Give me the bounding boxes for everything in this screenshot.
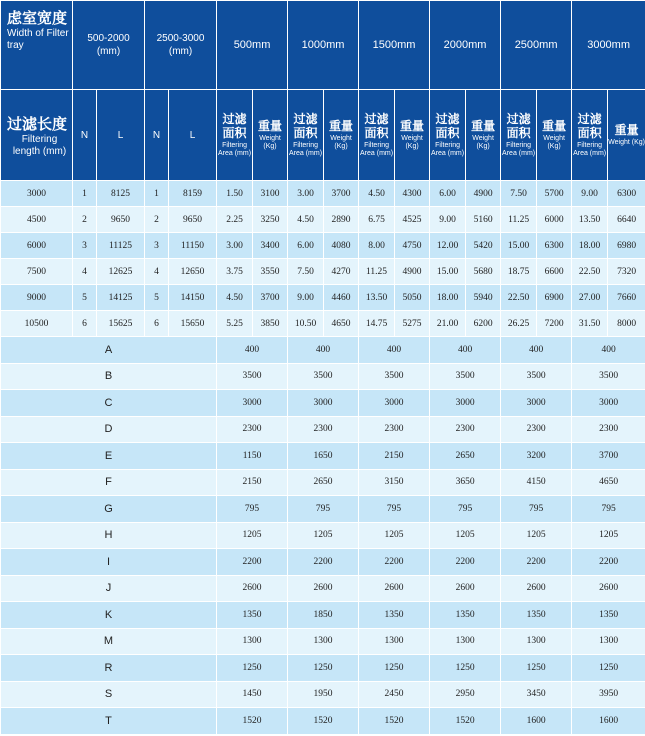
area-zh: 过滤面积 — [506, 112, 531, 140]
dimension-value: 2600 — [217, 575, 288, 602]
dimension-value: 1600 — [501, 708, 572, 735]
l-cell: 15650 — [169, 311, 217, 337]
dimension-value: 2650 — [288, 469, 359, 496]
weight-header — [324, 90, 359, 181]
weight-cell: 3400 — [253, 233, 288, 259]
dimension-value: 3000 — [359, 390, 430, 417]
dimension-value: 2200 — [572, 549, 645, 576]
dimension-value: 3500 — [288, 363, 359, 390]
dimension-value: 3500 — [359, 363, 430, 390]
dimension-value: 1205 — [359, 522, 430, 549]
weight-cell: 5275 — [395, 311, 430, 337]
area-cell: 7.50 — [288, 259, 324, 285]
dimension-value: 2600 — [572, 575, 645, 602]
weight-cell: 6300 — [608, 181, 645, 207]
weight-cell: 3250 — [253, 207, 288, 233]
area-cell: 13.50 — [359, 285, 395, 311]
area-cell: 18.75 — [501, 259, 537, 285]
area-cell: 3.75 — [217, 259, 253, 285]
dimension-letter: R — [1, 655, 217, 682]
dimension-value: 400 — [572, 337, 645, 364]
dimension-value: 3500 — [430, 363, 501, 390]
weight-cell: 3700 — [253, 285, 288, 311]
dimension-letter: M — [1, 628, 217, 655]
area-cell: 7.50 — [501, 181, 537, 207]
table-row — [1, 285, 645, 311]
dimension-value: 400 — [288, 337, 359, 364]
tray-width-en: Width of Filter tray — [7, 28, 69, 51]
weight-en: Weight (Kg) — [543, 135, 565, 150]
n-cell: 6 — [145, 311, 169, 337]
dimension-value: 795 — [501, 496, 572, 523]
weight-cell: 6980 — [608, 233, 645, 259]
dimension-value: 2650 — [430, 443, 501, 470]
dimension-value: 1520 — [359, 708, 430, 735]
dimension-letter: D — [1, 416, 217, 443]
dimension-value: 1250 — [430, 655, 501, 682]
area-cell: 5.25 — [217, 311, 253, 337]
n-cell: 3 — [145, 233, 169, 259]
length-cell: 9000 — [1, 285, 73, 311]
n-cell: 1 — [73, 181, 97, 207]
weight-zh: 重量 — [400, 119, 425, 133]
length-cell: 6000 — [1, 233, 73, 259]
dimension-value: 2600 — [501, 575, 572, 602]
weight-zh: 重量 — [471, 119, 496, 133]
weight-cell: 4270 — [324, 259, 359, 285]
dimension-value: 1300 — [430, 628, 501, 655]
dimension-value: 2150 — [217, 469, 288, 496]
dimension-value: 2600 — [430, 575, 501, 602]
area-cell: 3.00 — [288, 181, 324, 207]
weight-cell: 4080 — [324, 233, 359, 259]
weight-cell: 6200 — [466, 311, 501, 337]
dimension-value: 1205 — [288, 522, 359, 549]
area-en: Filtering Area (mm) — [502, 142, 536, 157]
weight-cell: 4750 — [395, 233, 430, 259]
dimension-value: 2200 — [288, 549, 359, 576]
dimension-value: 2300 — [288, 416, 359, 443]
area-cell: 15.00 — [501, 233, 537, 259]
dimension-value: 2300 — [359, 416, 430, 443]
header-row-2 — [1, 90, 645, 181]
dimension-value: 1300 — [572, 628, 645, 655]
l-cell: 9650 — [169, 207, 217, 233]
weight-cell: 5420 — [466, 233, 501, 259]
dimension-value: 3200 — [501, 443, 572, 470]
area-cell: 27.00 — [572, 285, 608, 311]
dimension-value: 3000 — [288, 390, 359, 417]
dimension-value: 3950 — [572, 681, 645, 708]
area-cell: 13.50 — [572, 207, 608, 233]
weight-cell: 3100 — [253, 181, 288, 207]
area-cell: 4.50 — [217, 285, 253, 311]
weight-cell: 4650 — [324, 311, 359, 337]
dimension-value: 1350 — [217, 602, 288, 629]
size-header: 1500mm — [359, 1, 430, 90]
dimension-letter: C — [1, 390, 217, 417]
weight-cell: 6300 — [537, 233, 572, 259]
weight-cell: 4300 — [395, 181, 430, 207]
dimension-value: 1205 — [572, 522, 645, 549]
table-row — [1, 233, 645, 259]
dimension-value: 795 — [217, 496, 288, 523]
dimension-value: 2300 — [501, 416, 572, 443]
l-cell: 12625 — [97, 259, 145, 285]
dimension-value: 3150 — [359, 469, 430, 496]
weight-cell: 6000 — [537, 207, 572, 233]
weight-cell: 7200 — [537, 311, 572, 337]
n-cell: 4 — [145, 259, 169, 285]
dimensions-body — [1, 337, 645, 735]
dimension-letter: A — [1, 337, 217, 364]
dimension-value: 2200 — [359, 549, 430, 576]
weight-header — [466, 90, 501, 181]
weight-cell: 4900 — [395, 259, 430, 285]
length-header — [1, 90, 73, 181]
dimension-value: 2300 — [572, 416, 645, 443]
area-zh: 过滤面积 — [222, 112, 247, 140]
dimension-row — [1, 337, 645, 364]
area-cell: 12.00 — [430, 233, 466, 259]
dimension-row — [1, 549, 645, 576]
dimension-letter: T — [1, 708, 217, 735]
area-cell: 21.00 — [430, 311, 466, 337]
dimension-value: 2200 — [217, 549, 288, 576]
n-cell: 6 — [73, 311, 97, 337]
n-header: N — [145, 90, 169, 181]
group-500-2000-header — [73, 1, 145, 90]
dimension-letter: J — [1, 575, 217, 602]
dimension-value: 3500 — [217, 363, 288, 390]
dimension-value: 1300 — [288, 628, 359, 655]
area-zh: 过滤面积 — [293, 112, 318, 140]
dimension-value: 3650 — [430, 469, 501, 496]
filtering-area-header — [572, 90, 608, 181]
dimension-value: 2200 — [501, 549, 572, 576]
dimension-value: 400 — [359, 337, 430, 364]
weight-cell: 5680 — [466, 259, 501, 285]
size-header: 500mm — [217, 1, 288, 90]
weight-header — [253, 90, 288, 181]
n-cell: 5 — [145, 285, 169, 311]
dimension-value: 1300 — [359, 628, 430, 655]
weight-header — [395, 90, 430, 181]
area-cell: 9.00 — [572, 181, 608, 207]
tray-width-zh: 虑室宽度 — [7, 9, 68, 27]
area-zh: 过滤面积 — [364, 112, 389, 140]
weight-en: Weight (Kg) — [330, 135, 352, 150]
weight-en: Weight (Kg) — [472, 135, 494, 150]
weight-cell: 4900 — [466, 181, 501, 207]
header-row-1 — [1, 1, 645, 90]
dimension-value: 1350 — [501, 602, 572, 629]
length-cell: 7500 — [1, 259, 73, 285]
dimension-row — [1, 443, 645, 470]
dimension-value: 1850 — [288, 602, 359, 629]
dimension-value: 400 — [430, 337, 501, 364]
weight-en: Weight (Kg) — [401, 135, 423, 150]
l-header: L — [97, 90, 145, 181]
dimension-letter: G — [1, 496, 217, 523]
dimension-value: 3000 — [501, 390, 572, 417]
dimension-value: 2450 — [359, 681, 430, 708]
dimension-value: 1150 — [217, 443, 288, 470]
filtering-area-header — [501, 90, 537, 181]
l-cell: 14150 — [169, 285, 217, 311]
area-cell: 31.50 — [572, 311, 608, 337]
weight-header — [537, 90, 572, 181]
dimension-value: 795 — [288, 496, 359, 523]
dimension-value: 2600 — [359, 575, 430, 602]
l-cell: 8125 — [97, 181, 145, 207]
length-en: Filtering length (mm) — [12, 133, 67, 157]
area-cell: 6.75 — [359, 207, 395, 233]
l-cell: 11125 — [97, 233, 145, 259]
area-en: Filtering Area (mm) — [218, 142, 252, 157]
dimension-row — [1, 708, 645, 735]
group-unit: (mm) — [168, 46, 193, 57]
weight-cell: 5160 — [466, 207, 501, 233]
length-cell: 4500 — [1, 207, 73, 233]
dimension-value: 1600 — [572, 708, 645, 735]
area-cell: 11.25 — [359, 259, 395, 285]
dimension-value: 3700 — [572, 443, 645, 470]
l-cell: 8159 — [169, 181, 217, 207]
weight-cell: 4460 — [324, 285, 359, 311]
area-cell: 18.00 — [430, 285, 466, 311]
dimension-row — [1, 416, 645, 443]
area-en: Filtering Area (mm) — [431, 142, 465, 157]
dimension-value: 795 — [572, 496, 645, 523]
group-label: 500-2000 — [87, 33, 130, 44]
dimension-value: 1450 — [217, 681, 288, 708]
weight-cell: 7320 — [608, 259, 645, 285]
group-label: 2500-3000 — [156, 33, 205, 44]
dimension-value: 4150 — [501, 469, 572, 496]
dimension-value: 1650 — [288, 443, 359, 470]
group-unit: (mm) — [96, 46, 121, 57]
area-zh: 过滤面积 — [435, 112, 460, 140]
weight-cell: 4525 — [395, 207, 430, 233]
area-cell: 9.00 — [288, 285, 324, 311]
dimension-letter: F — [1, 469, 217, 496]
area-cell: 1.50 — [217, 181, 253, 207]
dimension-value: 2150 — [359, 443, 430, 470]
dimension-row — [1, 469, 645, 496]
area-cell: 14.75 — [359, 311, 395, 337]
dimension-value: 795 — [359, 496, 430, 523]
dimension-value: 795 — [430, 496, 501, 523]
l-cell: 11150 — [169, 233, 217, 259]
group-2500-3000-header — [145, 1, 217, 90]
filtering-area-header — [217, 90, 253, 181]
filtering-area-header — [359, 90, 395, 181]
dimension-row — [1, 655, 645, 682]
dimension-row — [1, 575, 645, 602]
dimension-row — [1, 522, 645, 549]
table-row — [1, 181, 645, 207]
area-cell: 8.00 — [359, 233, 395, 259]
dimension-value: 2200 — [430, 549, 501, 576]
table-row — [1, 311, 645, 337]
dimension-value: 1350 — [430, 602, 501, 629]
area-en: Filtering Area (mm) — [573, 142, 607, 157]
area-cell: 3.00 — [217, 233, 253, 259]
l-cell: 12650 — [169, 259, 217, 285]
n-header: N — [73, 90, 97, 181]
l-cell: 9650 — [97, 207, 145, 233]
n-cell: 4 — [73, 259, 97, 285]
area-cell: 22.50 — [501, 285, 537, 311]
weight-cell: 7660 — [608, 285, 645, 311]
dimension-row — [1, 628, 645, 655]
dimension-value: 1950 — [288, 681, 359, 708]
weight-cell: 5700 — [537, 181, 572, 207]
table-row — [1, 207, 645, 233]
l-header: L — [169, 90, 217, 181]
length-zh: 过滤长度 — [7, 114, 68, 133]
size-header: 2500mm — [501, 1, 572, 90]
area-cell: 6.00 — [430, 181, 466, 207]
dimension-value: 1350 — [359, 602, 430, 629]
l-cell: 14125 — [97, 285, 145, 311]
dimension-value: 2300 — [217, 416, 288, 443]
dimension-value: 3450 — [501, 681, 572, 708]
weight-zh: 重量 — [329, 119, 354, 133]
size-header: 2000mm — [430, 1, 501, 90]
dimension-value: 1520 — [430, 708, 501, 735]
dimension-row — [1, 496, 645, 523]
dimension-value: 1300 — [217, 628, 288, 655]
area-cell: 26.25 — [501, 311, 537, 337]
dimension-value: 3000 — [572, 390, 645, 417]
weight-header — [608, 90, 645, 181]
n-cell: 5 — [73, 285, 97, 311]
dimension-row — [1, 363, 645, 390]
n-cell: 1 — [145, 181, 169, 207]
size-header: 3000mm — [572, 1, 645, 90]
dimension-value: 1250 — [217, 655, 288, 682]
area-cell: 4.50 — [288, 207, 324, 233]
dimension-row — [1, 390, 645, 417]
dimension-row — [1, 681, 645, 708]
filtering-area-header — [288, 90, 324, 181]
length-cell: 3000 — [1, 181, 73, 207]
n-cell: 3 — [73, 233, 97, 259]
area-en: Filtering Area (mm) — [289, 142, 323, 157]
dimension-value: 1250 — [501, 655, 572, 682]
dimension-letter: K — [1, 602, 217, 629]
weight-cell: 6640 — [608, 207, 645, 233]
area-cell: 11.25 — [501, 207, 537, 233]
weight-cell: 3700 — [324, 181, 359, 207]
area-cell: 6.00 — [288, 233, 324, 259]
area-cell: 18.00 — [572, 233, 608, 259]
area-cell: 2.25 — [217, 207, 253, 233]
weight-cell: 8000 — [608, 311, 645, 337]
dimension-value: 3000 — [217, 390, 288, 417]
dimension-value: 3500 — [572, 363, 645, 390]
dimension-letter: I — [1, 549, 217, 576]
n-cell: 2 — [145, 207, 169, 233]
weight-cell: 6600 — [537, 259, 572, 285]
weight-cell: 5050 — [395, 285, 430, 311]
dimension-value: 1250 — [572, 655, 645, 682]
dimension-value: 1520 — [288, 708, 359, 735]
size-header: 1000mm — [288, 1, 359, 90]
dimension-value: 1205 — [217, 522, 288, 549]
dimension-value: 1250 — [288, 655, 359, 682]
n-cell: 2 — [73, 207, 97, 233]
data-body — [1, 181, 645, 337]
table-row — [1, 259, 645, 285]
weight-en: Weight (Kg) — [608, 139, 645, 146]
length-cell: 10500 — [1, 311, 73, 337]
dimension-value: 3500 — [501, 363, 572, 390]
area-en: Filtering Area (mm) — [360, 142, 394, 157]
dimension-value: 1300 — [501, 628, 572, 655]
dimension-value: 2600 — [288, 575, 359, 602]
area-cell: 9.00 — [430, 207, 466, 233]
tray-width-header — [1, 1, 73, 90]
area-zh: 过滤面积 — [577, 112, 602, 140]
dimension-letter: E — [1, 443, 217, 470]
weight-cell: 3550 — [253, 259, 288, 285]
weight-zh: 重量 — [614, 123, 639, 137]
dimension-value: 1350 — [572, 602, 645, 629]
area-cell: 22.50 — [572, 259, 608, 285]
dimension-letter: B — [1, 363, 217, 390]
filtering-area-header — [430, 90, 466, 181]
dimension-value: 4650 — [572, 469, 645, 496]
weight-zh: 重量 — [542, 119, 567, 133]
dimension-letter: H — [1, 522, 217, 549]
dimension-letter: S — [1, 681, 217, 708]
dimension-value: 2300 — [430, 416, 501, 443]
dimension-value: 1205 — [430, 522, 501, 549]
dimension-value: 1205 — [501, 522, 572, 549]
dimension-value: 1520 — [217, 708, 288, 735]
weight-cell: 6900 — [537, 285, 572, 311]
dimension-value: 1250 — [359, 655, 430, 682]
area-cell: 10.50 — [288, 311, 324, 337]
area-cell: 15.00 — [430, 259, 466, 285]
weight-cell: 3850 — [253, 311, 288, 337]
dimension-value: 2950 — [430, 681, 501, 708]
dimension-value: 400 — [501, 337, 572, 364]
weight-en: Weight (Kg) — [259, 135, 281, 150]
weight-zh: 重量 — [258, 119, 283, 133]
dimension-row — [1, 602, 645, 629]
area-cell: 4.50 — [359, 181, 395, 207]
weight-cell: 2890 — [324, 207, 359, 233]
dimension-value: 400 — [217, 337, 288, 364]
weight-cell: 5940 — [466, 285, 501, 311]
dimension-value: 3000 — [430, 390, 501, 417]
l-cell: 15625 — [97, 311, 145, 337]
